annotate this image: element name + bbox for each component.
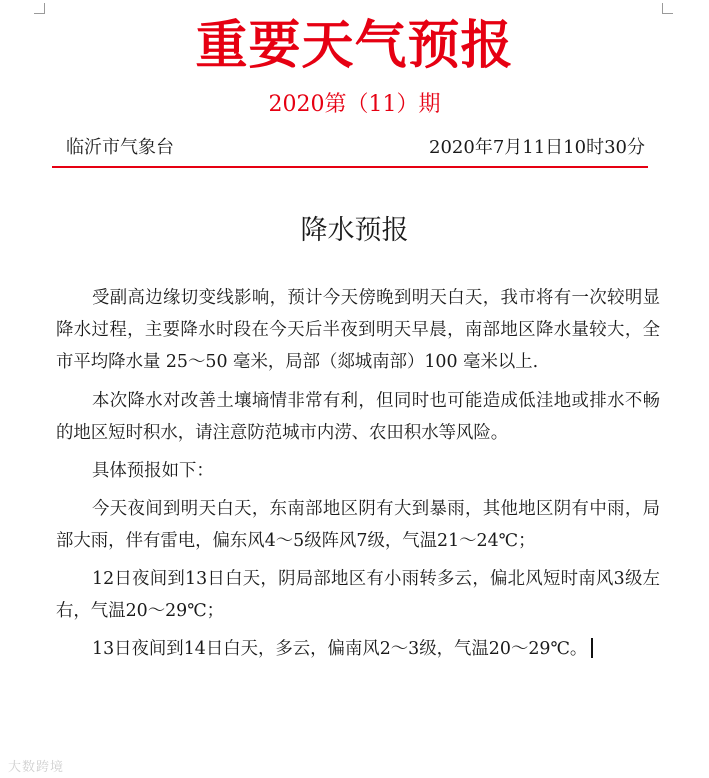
watermark: 大数跨境: [8, 760, 65, 775]
paragraph-forecast-day3-text: 13日夜间到14日白天，多云，偏南风2～3级，气温20～29℃。: [92, 639, 588, 659]
issue-number: 2020第（11）期: [268, 92, 441, 117]
paragraph-forecast-day1: 今天夜间到明天白天，东南部地区阴有大到暴雨，其他地区阴有中雨，局部大雨，伴有雷电，偏东风4～5级阵风7级，气温21～24℃；: [56, 499, 660, 551]
page-corner-mark-left: [34, 3, 45, 14]
issue-datetime: 2020年7月11日10时30分: [429, 137, 645, 158]
header-divider: [52, 166, 648, 168]
paragraph-overview: 受副高边缘切变线影响，预计今天傍晚到明天白天，我市将有一次较明显降水过程，主要降水时段在今天后半夜到明天早晨，南部地区降水量较大，全市平均降水量 25～50 毫米，局部（郯城南部）100 毫米以上.: [56, 288, 660, 372]
paragraph-impact: 本次降水对改善土壤墒情非常有利，但同时也可能造成低洼地或排水不畅的地区短时积水，请注意防范城市内涝、农田积水等风险。: [56, 391, 660, 443]
page-corner-mark-right: [662, 3, 673, 14]
text-cursor: [591, 638, 593, 658]
document-body[interactable]: [56, 282, 660, 665]
forecast-title: 降水预报: [300, 215, 409, 246]
paragraph-details-heading: 具体预报如下：: [92, 461, 214, 481]
masthead-title: 重要天气预报: [195, 16, 514, 76]
issuer-name: 临沂市气象台: [66, 137, 174, 158]
paragraph-forecast-day2: 12日夜间到13日白天，阴局部地区有小雨转多云，偏北风短时南风3级左右，气温20～29℃；: [56, 569, 660, 621]
paragraph-forecast-day3: [56, 633, 660, 665]
